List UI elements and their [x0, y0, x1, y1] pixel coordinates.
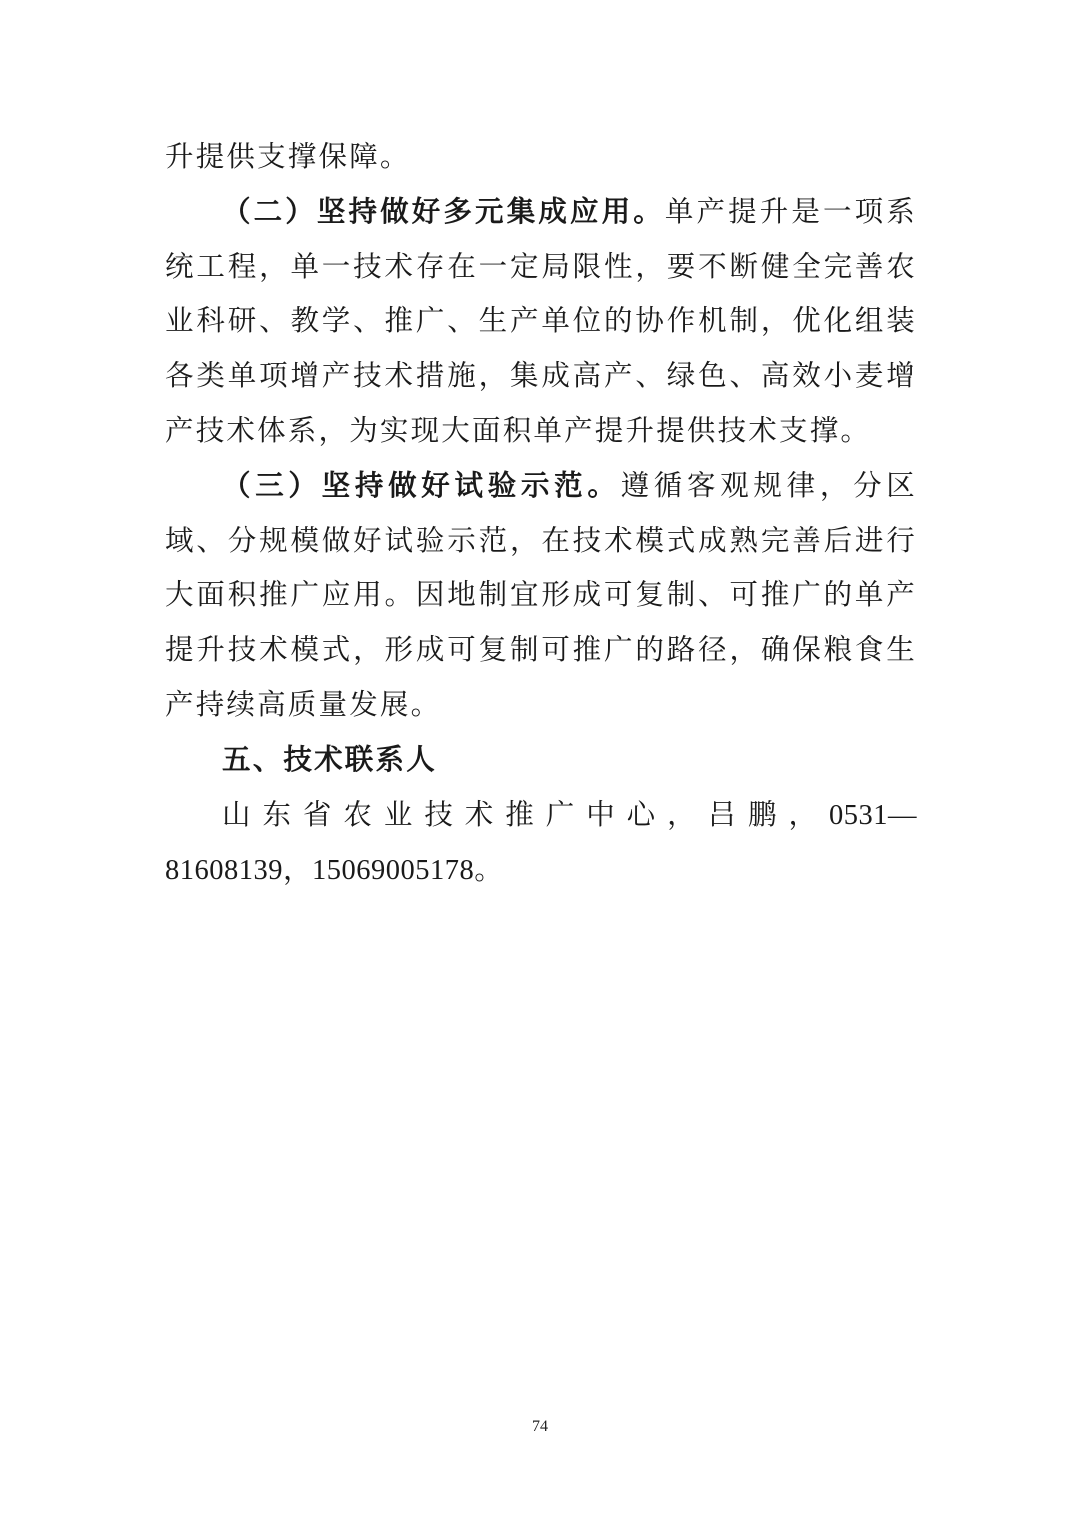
paragraph-heading: （三）坚持做好试验示范。 [222, 468, 621, 502]
contact-end: 。 [474, 853, 505, 887]
document-body [165, 130, 917, 899]
paragraph-heading: （二）坚持做好多元集成应用。 [222, 194, 665, 228]
paragraph-text: 升提供支撑保障。 [165, 140, 411, 173]
paragraph-text: 单产提升是一项系统工程，单一技术存在一定局限性，要不断健全完善农业科研、教学、推广、生产单位的协作机制，优化组装各类单项增产技术措施，集成高产、绿色、高效小麦增产技术体系，为实现大面积单产提升提供技术支撑。 [165, 194, 917, 447]
contact-phone: 0531—81608139，15069005178 [165, 799, 917, 887]
paragraph-continuation [165, 130, 917, 185]
paragraph-multi-integration [165, 185, 917, 459]
paragraph-text: 遵循客观规律，分区域、分规模做好试验示范，在技术模式成熟完善后进行大面积推广应用。因地制宜形成可复制、可推广的单产提升技术模式，形成可复制可推广的路径，确保粮食生产持续高质量发展。 [165, 468, 917, 721]
paragraph-trial-demonstration [165, 459, 917, 733]
page-number: 74 [532, 1418, 548, 1435]
contact-organization: 山东省农业技术推广中心，吕鹏， [222, 797, 829, 831]
contact-paragraph [165, 788, 917, 900]
section-heading: 五、技术联系人 [222, 742, 437, 776]
